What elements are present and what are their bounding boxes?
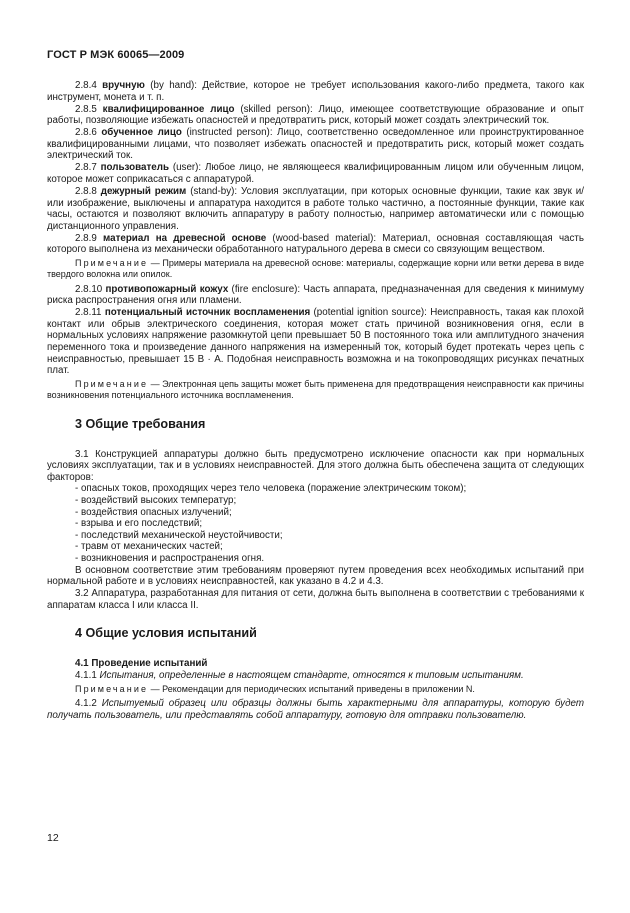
clause-4-1-1 <box>47 670 584 682</box>
clause-text: (fire enclosure): Часть аппарата, предназначенная для сведения к минимуму риска распространения огня или пламени. <box>47 283 584 307</box>
clause-4-1-2 <box>47 698 584 721</box>
clause-2-8-5 <box>47 104 584 127</box>
clause-term: обученное лицо <box>101 127 182 139</box>
clause-number: 2.8.6 <box>75 127 97 139</box>
clause-2-8-10 <box>47 284 584 307</box>
clause-number: 4.1.1 <box>75 669 97 681</box>
page-number: 12 <box>47 832 59 844</box>
clause-text: (by hand): Действие, которое не требует использования какого-либо предмета, такого как инструмент, монета и т. п. <box>47 80 584 103</box>
clause-2-8-11 <box>47 307 584 377</box>
clause-number: 2.8.10 <box>75 283 103 295</box>
note-text: — Рекомендации для периодических испытаний приведены в приложении N. <box>148 683 475 694</box>
clause-term: вручную <box>102 80 145 91</box>
list-item: - воздействий высоких температур; <box>75 495 237 506</box>
list-item: - взрыва и его последствий; <box>75 518 203 530</box>
clause-text: Испытания, определенные в настоящем стандарте, относятся к типовым испытаниям. <box>99 669 524 681</box>
list-item: - травм от механических частей; <box>75 541 223 553</box>
note-wood-material <box>47 258 584 281</box>
note-label: Примечание <box>75 683 149 694</box>
clause-term: пользователь <box>100 162 169 174</box>
section-4-title: 4 Общие условия испытаний <box>75 626 257 641</box>
hazard-list <box>47 483 584 564</box>
section-3-title: 3 Общие требования <box>75 416 206 431</box>
clause-number: 2.8.7 <box>75 162 97 174</box>
note-periodic-tests <box>47 684 584 695</box>
document-body <box>47 80 584 721</box>
clause-text: (instructed person): Лицо, соответственно осведомленное или проинструктированное квалифицированными лицами, что позволяет избежать опасностей и предотвратить риск, который может создать электрический ток. <box>47 127 584 162</box>
clause-3-1-verification: В основном соответствие этим требованиям проверяют путем проведения всех необходимых испытаний при нормальной работе и в условиях неисправностей, как указано в 4.2 и 4.3. <box>47 564 584 588</box>
clause-term: квалифицированное лицо <box>102 103 235 115</box>
clause-3-1: 3.1 Конструкцией аппаратуры должно быть предусмотрено исключение опасности как при нормальных условиях эксплуатации, так и в условиях неисправностей. Для этого должна быть обеспечена защита от следующих факторов: <box>47 448 584 483</box>
clause-text: (skilled person): Лицо, имеющее соответствующие образование и опыт работы, позволяющие избежать опасностей и предотвратить риск, который может создать электрический ток. <box>47 103 584 127</box>
clause-number: 2.8.8 <box>75 185 97 197</box>
list-item: - опасных токов, проходящих через тело человека (поражение электрическим током); <box>75 483 467 495</box>
clause-2-8-9 <box>47 233 584 256</box>
clause-2-8-7 <box>47 162 584 185</box>
list-item: - последствий механической неустойчивости; <box>75 529 283 541</box>
clause-number: 2.8.9 <box>75 232 97 244</box>
clause-term: потенциальный источник воспламенения <box>104 307 311 319</box>
clause-2-8-4 <box>47 80 584 103</box>
clause-2-8-8 <box>47 186 584 232</box>
list-item: - воздействия опасных излучений; <box>75 506 232 518</box>
clause-number: 2.8.4 <box>75 80 97 91</box>
clause-text: Испытуемый образец или образцы должны быть характерными для аппаратуры, которую будет получать пользователь, или представлять собой аппаратуру, готовую для отправки пользователю. <box>47 697 584 721</box>
note-protection-circuit <box>47 379 584 402</box>
clause-number: 2.8.5 <box>75 103 97 115</box>
clause-number: 4.1.2 <box>75 697 97 709</box>
clause-text: (user): Любое лицо, не являющееся квалифицированным лицом или обученным лицом, которое может соприкасаться с аппаратурой. <box>47 162 584 185</box>
clause-2-8-6 <box>47 127 584 162</box>
subsection-4-1-title: 4.1 Проведение испытаний <box>75 658 208 670</box>
clause-term: противопожарный кожух <box>105 283 229 295</box>
clause-text: (stand-by): Условия эксплуатации, при которых основные функции, такие как звук и/или изображение, выключены и аппаратура находится в работе только частично, а постоянные функции, такие как часы, остаются и позволяют включить аппаратуру в работу полностью, например автоматически или с помощью дистанционного управления. <box>47 185 584 232</box>
list-item: - возникновения и распространения огня. <box>75 552 265 564</box>
clause-3-2: 3.2 Аппаратура, разработанная для питания от сети, должна быть выполнена в соответствии с требованиями к аппаратам класса I или класса II. <box>47 588 584 611</box>
note-text: — Примеры материала на древесной основе: материалы, содержащие корни или ветки дерева в виде твердого волокна или опилок. <box>47 257 584 280</box>
clause-text: (potential ignition source): Неисправность, такая как плохой контакт или обрыв электрического соединения, которая может стать причиной возникновения огня, если в нормальных условиях напряжение разомкнутой цепи превышает 50 В постоянного тока или амплитудного значения переменного тока и произведение данного напряжения на измеренный ток, который будет протекать через цепь с неисправностью, превышает 15 В · А. Подобная неисправность возможна и на токопроводящих рисунках печатных плат. <box>47 307 584 377</box>
clause-number: 2.8.11 <box>75 307 102 319</box>
note-label: Примечание <box>75 378 149 389</box>
clause-text: (wood-based material): Материал, основная составляющая часть которого выполнена из механически обработанного натурального дерева в смеси со связующим веществом. <box>47 232 584 256</box>
note-text: — Электронная цепь защиты может быть применена для предотвращения неисправности как причины возникновения потенциального источника воспламенения. <box>47 378 584 401</box>
note-label: Примечание <box>75 257 149 268</box>
document-header: ГОСТ Р МЭК 60065—2009 <box>47 49 185 61</box>
clause-term: материал на древесной основе <box>103 232 267 244</box>
clause-term: дежурный режим <box>100 185 187 197</box>
